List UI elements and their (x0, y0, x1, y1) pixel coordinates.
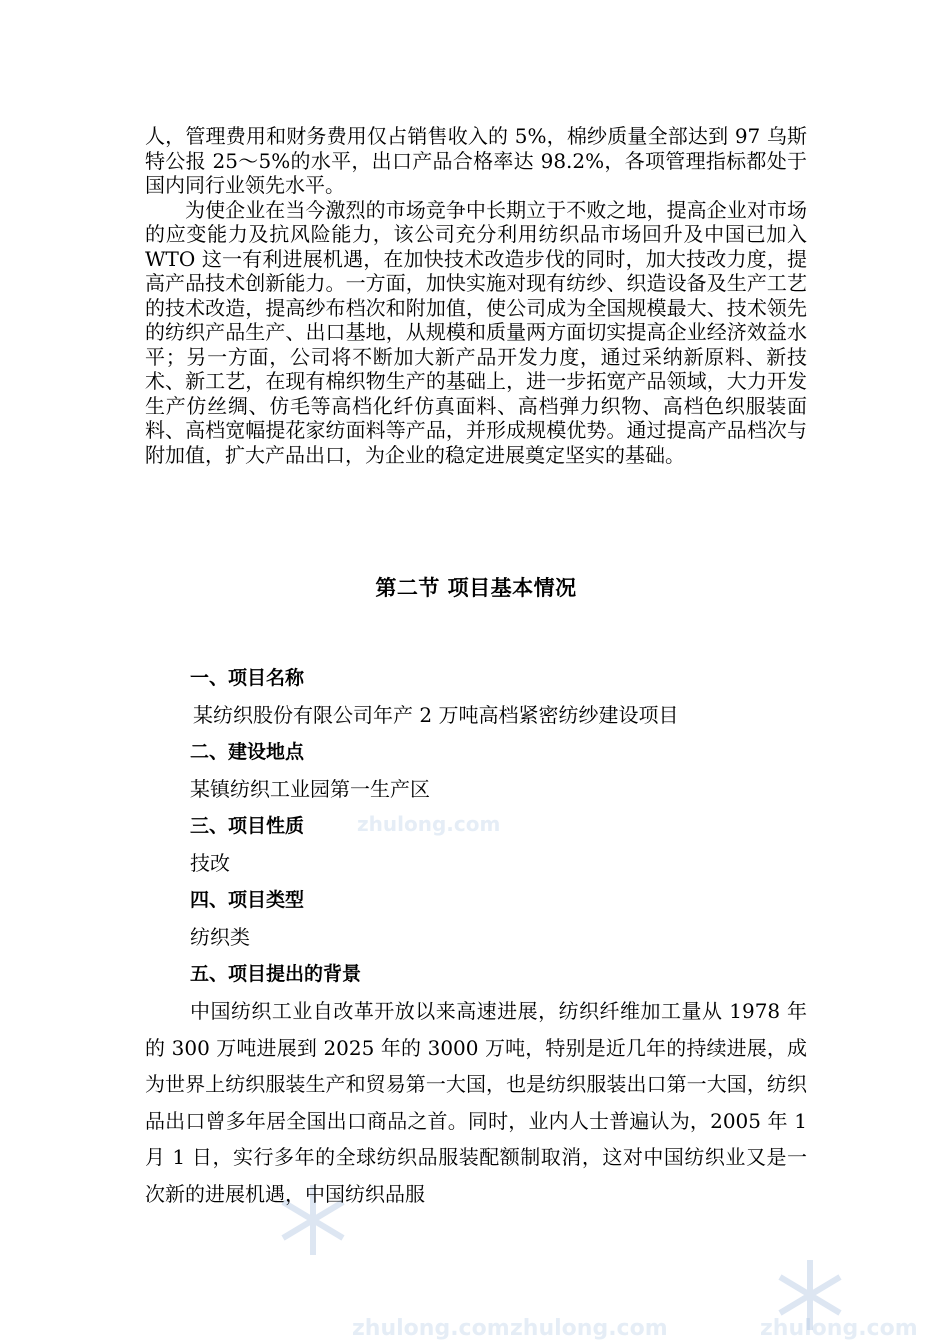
watermark-text: zhulong.com (352, 1316, 510, 1341)
item-heading-background: 五、项目提出的背景 (190, 963, 362, 985)
watermark-text: zhulong.com (760, 1316, 918, 1341)
item-value-location: 某镇纺织工业园第一生产区 (190, 777, 430, 801)
project-info-list (145, 660, 807, 1212)
item-value-project-name: 某纺织股份有限公司年产 2 万吨高档紧密纺纱建设项目 (193, 703, 679, 727)
item-heading-location: 二、建设地点 (190, 741, 305, 763)
intro-paragraph: 为使企业在当今激烈的市场竞争中长期立于不败之地，提高企业对市场的应变能力及抗风险能力，该公司充分利用纺织品市场回升及中国已加入 WTO 这一有利进展机遇，在加快技术改造步伐的同时，加大技改力度，提高产品技术创新能力。一方面，加快实施对现有纺纱、织造设备及生产工艺的技术改造，提高纱布档次和附加值，使公司成为全国规模最大、技术领先的纺织产品生产、出口基地，从规模和质量两方面切实提高企业经济效益水平；另一方面，公司将不断加大新产品开发力度，通过采纳新原料、新技术、新工艺，在现有棉织物生产的基础上，进一步拓宽产品领域，大力开发生产仿丝绸、仿毛等高档化纤仿真面料、高档弹力织物、高档色织服装面料、高档宽幅提花家纺面料等产品，并形成规模优势。通过提高产品档次与附加值，扩大产品出口，为企业的稳定进展奠定坚实的基础。 (145, 197, 807, 467)
intro-text (145, 124, 807, 467)
section-title: 第二节 项目基本情况 (375, 576, 577, 600)
item-heading-project-name: 一、项目名称 (190, 667, 305, 689)
item-value-nature: 技改 (190, 851, 230, 875)
item-heading-nature: 三、项目性质 (190, 815, 305, 837)
watermark-text: zhulong.com (357, 812, 501, 836)
item-value-type: 纺织类 (190, 925, 250, 949)
item-heading-type: 四、项目类型 (190, 889, 305, 911)
watermark-text: zhulong.com (510, 1316, 668, 1341)
zhulong-snowflake-logo-icon (765, 1255, 855, 1335)
intro-paragraph: 人，管理费用和财务费用仅占销售收入的 5%，棉纱质量全部达到 97 乌斯特公报 25～5%的水平，出口产品合格率达 98.2%，各项管理指标都处于国内同行业领先水平。 (145, 124, 807, 197)
background-paragraph: 中国纺织工业自改革开放以来高速进展，纺织纤维加工量从 1978 年的 300 万吨进展到 2025 年的 3000 万吨，特别是近几年的持续进展，成为世界上纺织服装生产和贸易第一大国，也是纺织服装出口第一大国，纺织品出口曾多年居全国出口商品之首。同时，业内人士普遍认为，2005 年 1 月 1 日，实行多年的全球纺织品服装配额制取消，这对中国纺织业又是一次新的进展机遇，中国纺织品服 (145, 999, 807, 1206)
